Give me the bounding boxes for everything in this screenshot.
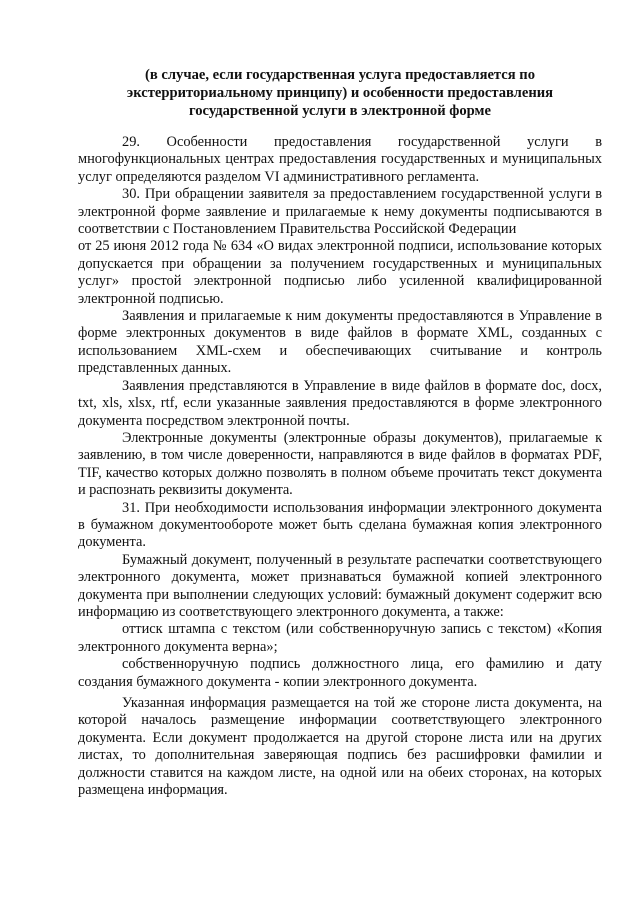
paragraph-30-continued: от 25 июня 2012 года № 634 «О видах электронной подписи, использование которых допускается при обращении за получением государственных и муниципальных услуг» простой электронной подписью либо усиленной квалифицированной электронной подписью.: [78, 238, 602, 307]
section-heading: [78, 66, 602, 120]
paragraph-stamp: оттиск штампа с текстом (или собственноручную запись с текстом) «Копия электронного документа верна»;: [78, 621, 602, 655]
paragraph-file-formats: Заявления представляются в Управление в виде файлов в формате doc, docx, txt, xls, xlsx, rtf, если указанные заявления предоставляются в форме электронного документа посредством электронной почты.: [78, 377, 602, 429]
paragraph-paper-copy: Бумажный документ, полученный в результате распечатки соответствующего электронного документа, может признаваться бумажной копией электронного документа при выполнении следующих условий: бумажный документ содержит всю информацию из соответствующего электронного документа, а также:: [78, 551, 602, 620]
heading-line-3: государственной услуги в электронной форме: [189, 103, 491, 119]
paragraph-29: 29. Особенности предоставления государственной услуги в многофункциональных центрах предоставления государственных и муниципальных услуг определяются разделом VI административного регламента.: [78, 134, 602, 185]
heading-line-2: экстерриториальному принципу) и особенности предоставления: [126, 85, 554, 101]
heading-line-1: (в случае, если государственная услуга предоставляется по: [144, 67, 536, 83]
paragraph-placement: Указанная информация размещается на той же стороне листа документа, на которой началось размещение информации соответствующего электронного документа. Если документ продолжается на другой стороне листа или на других листах, то дополнительная заверяющая подпись без расшифровки фамилии и должности ставится на каждом листе, на одной или на обеих сторонах, на которых размещена информация.: [78, 695, 602, 799]
document-page: [78, 66, 602, 799]
paragraph-xml-format: Заявления и прилагаемые к ним документы предоставляются в Управление в форме электронных документов в виде файлов в формате XML, созданных с использованием XML-схем и обеспечивающих считывание и контроль представленных данных.: [78, 308, 602, 377]
paragraph-signature: собственноручную подпись должностного лица, его фамилию и дату создания бумажного документа - копии электронного документа.: [78, 656, 602, 690]
paragraph-31: 31. При необходимости использования информации электронного документа в бумажном документообороте может быть сделана бумажная копия электронного документа.: [78, 499, 602, 551]
paragraph-30: 30. При обращении заявителя за предоставлением государственной услуги в электронной форме заявление и прилагаемые к нему документы подписываются в соответствии с Постановлением Правительства Российской Федерации: [78, 186, 602, 238]
paragraph-electronic-documents: Электронные документы (электронные образы документов), прилагаемые к заявлению, в том числе доверенности, направляются в виде файлов в форматах PDF, TIF, качество которых должно позволять в полном объеме прочитать текст документа и распознать реквизиты документа.: [78, 429, 602, 499]
